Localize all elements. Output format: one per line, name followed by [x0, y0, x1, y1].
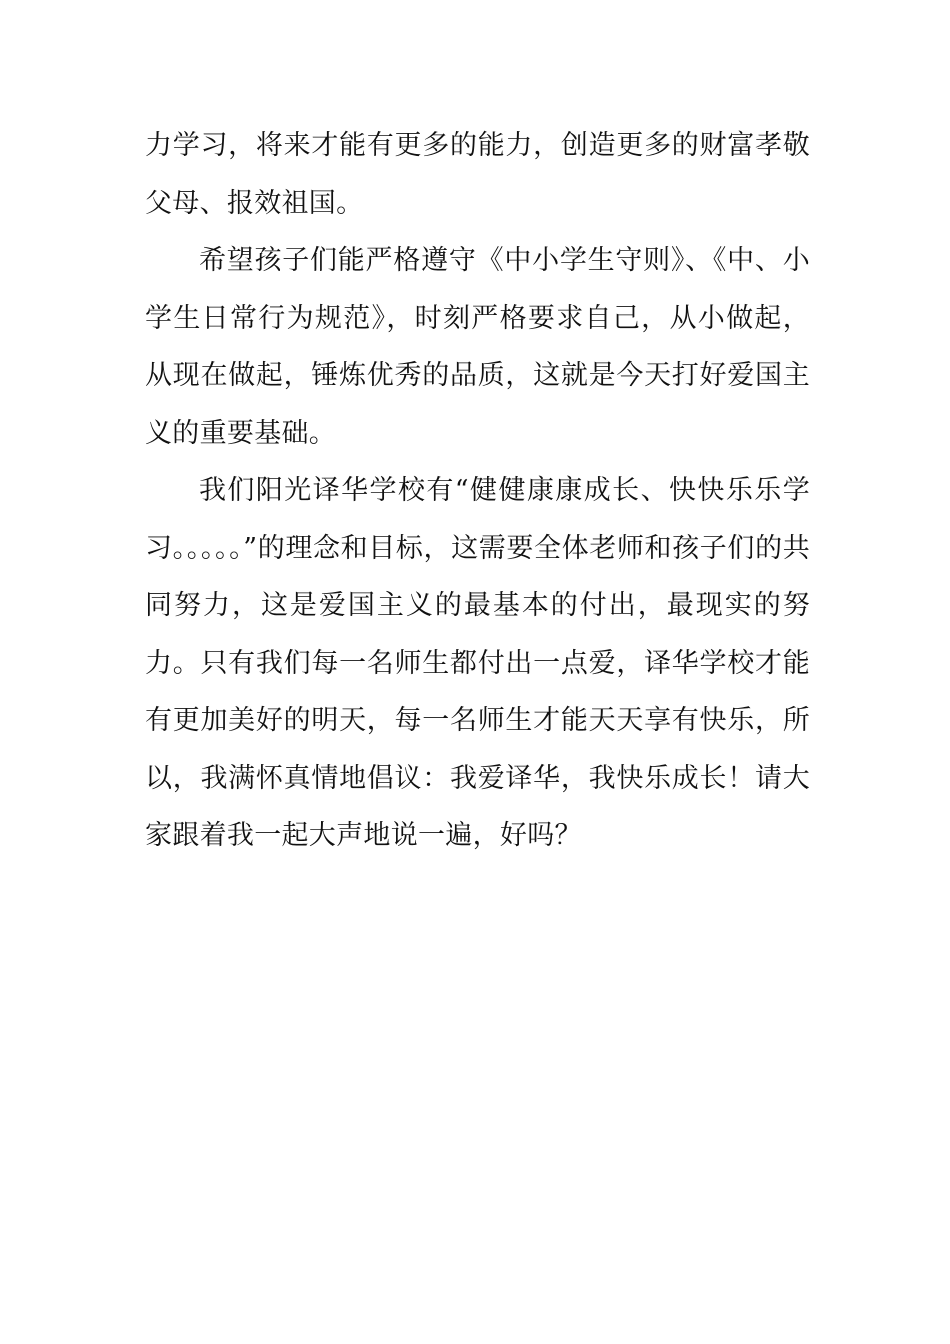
document-body: [145, 117, 810, 865]
paragraph-rules: 希望孩子们能严格遵守《中小学生守则》、《中、小学生日常行为规范》，时刻严格要求自己，从小做起，从现在做起，锤炼优秀的品质，这就是今天打好爱国主义的重要基础。: [145, 245, 810, 449]
paragraph-school-motto: 我们阳光译华学校有“健健康康成长、快快乐乐学习。。。。。”的理念和目标，这需要全体老师和孩子们的共同努力，这是爱国主义的最基本的付出，最现实的努力。只有我们每一名师生都付出一点爱，译华学校才能有更加美好的明天，每一名师生才能天天享有快乐，所以，我满怀真情地倡议：我爱译华，我快乐成长！请大家跟着我一起大声地说一遍，好吗？: [145, 475, 810, 851]
paragraph-continuation: 力学习，将来才能有更多的能力，创造更多的财富孝敬父母、报效祖国。: [145, 130, 810, 219]
